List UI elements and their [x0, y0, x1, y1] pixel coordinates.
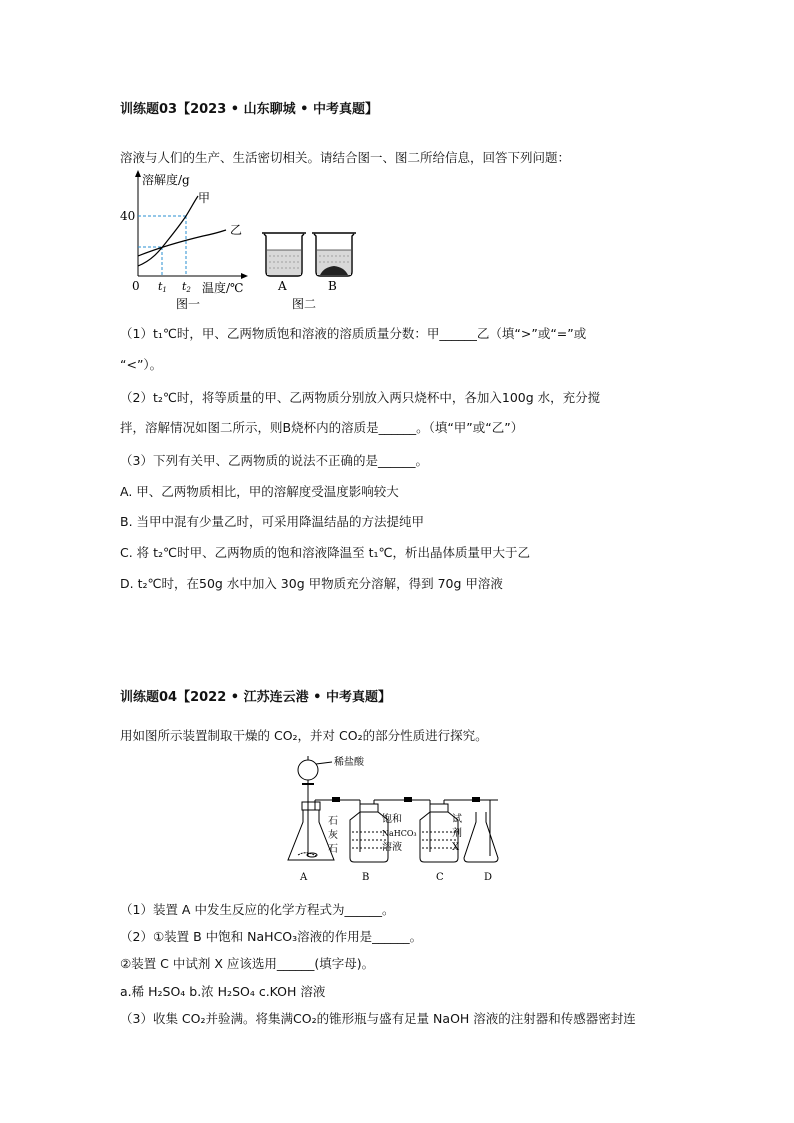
label-yi: 乙	[230, 223, 243, 237]
q04-part3: （3）收集 CO₂并验满。将集满CO₂的锥形瓶与盛有足量 NaOH 溶液的注射器和传感器密封连	[120, 1011, 636, 1026]
acid-label: 稀盐酸	[334, 757, 364, 768]
clip-1	[332, 797, 340, 802]
flask-a	[288, 800, 360, 860]
apparatus-c-label: C	[436, 872, 444, 883]
q03-part3: （3）下列有关甲、乙两物质的说法不正确的是______。	[120, 453, 428, 468]
apparatus-a-label: A	[300, 872, 308, 883]
q04-part2-options: a.稀 H₂SO₄ b.浓 H₂SO₄ c.KOH 溶液	[120, 984, 326, 999]
apparatus-diagram	[280, 752, 510, 888]
b-label-3: 溶液	[382, 842, 402, 853]
fig1-caption: 图一	[176, 297, 201, 311]
y-axis-arrow	[135, 170, 141, 177]
stone-label-3: 石	[328, 844, 338, 855]
q03-option-b: B. 当甲中混有少量乙时，可采用降温结晶的方法提纯甲	[120, 514, 425, 529]
flask-d	[464, 800, 498, 862]
x-axis-label: 温度/℃	[202, 281, 244, 295]
fig2-caption: 图二	[292, 297, 317, 311]
curve-yi	[138, 230, 226, 256]
q03-part1-line2: “<”）。	[120, 357, 163, 372]
q04-title: 训练题04【2022 • 江苏连云港 • 中考真题】	[120, 690, 391, 705]
q04-part2a: （2）①装置 B 中饱和 NaHCO₃溶液的作用是______。	[120, 929, 423, 944]
q03-part2-line1: （2）t₂℃时，将等质量的甲、乙两物质分别放入两只烧杯中，各加入100g 水，充分搅	[120, 390, 601, 405]
beaker-a-label: A	[278, 279, 287, 293]
origin-label: 0	[132, 279, 140, 293]
t1-tick: t1	[158, 280, 167, 294]
q03-part2-line2: 拌，溶解情况如图二所示，则B烧杯内的溶质是______。（填“甲”或“乙”）	[120, 420, 524, 435]
y40-tick: 40	[120, 209, 136, 223]
q03-option-c: C. 将 t₂℃时甲、乙两物质的饱和溶液降温至 t₁℃，析出晶体质量甲大于乙	[120, 545, 531, 560]
clip-2	[404, 797, 412, 802]
solubility-chart	[118, 168, 268, 316]
clip-3	[472, 797, 480, 802]
c-label-2: 剂	[452, 828, 462, 839]
apparatus-d-label: D	[484, 872, 493, 883]
stone-label-1: 石	[328, 816, 338, 827]
q03-title: 训练题03【2023 • 山东聊城 • 中考真题】	[120, 102, 378, 117]
stone-label-2: 灰	[328, 830, 338, 841]
beaker-a	[262, 233, 306, 276]
t2-tick: t2	[182, 280, 191, 294]
b-label-1: 饱和	[382, 814, 402, 825]
q04-part1: （1）装置 A 中发生反应的化学方程式为______。	[120, 902, 395, 917]
c-label-3: X	[452, 842, 460, 853]
q03-option-d: D. t₂℃时，在50g 水中加入 30g 甲物质充分溶解，得到 70g 甲溶液	[120, 576, 503, 591]
q04-intro: 用如图所示装置制取干燥的 CO₂，并对 CO₂的部分性质进行探究。	[120, 728, 488, 743]
x-axis-arrow	[241, 273, 248, 279]
beaker-b	[312, 233, 356, 276]
beakers-figure	[258, 226, 368, 318]
q03-part1-line1: （1）t₁℃时，甲、乙两物质饱和溶液的溶质质量分数：甲______乙（填“>”或“=”或	[120, 326, 587, 341]
apparatus-b-label: B	[362, 872, 370, 883]
curve-jia	[138, 196, 198, 266]
y-axis-label: 溶解度/g	[142, 173, 190, 187]
c-label-1: 试	[452, 814, 462, 825]
b-label-2: NaHCO₃	[382, 829, 417, 838]
q03-intro: 溶液与人们的生产、生活密切相关。请结合图一、图二所给信息，回答下列问题：	[120, 150, 571, 165]
q03-option-a: A. 甲、乙两物质相比，甲的溶解度受温度影响较大	[120, 484, 399, 499]
label-jia: 甲	[198, 191, 211, 205]
beaker-b-label: B	[328, 279, 337, 293]
q04-part2b: ②装置 C 中试剂 X 应该选用______(填字母)。	[120, 956, 375, 971]
